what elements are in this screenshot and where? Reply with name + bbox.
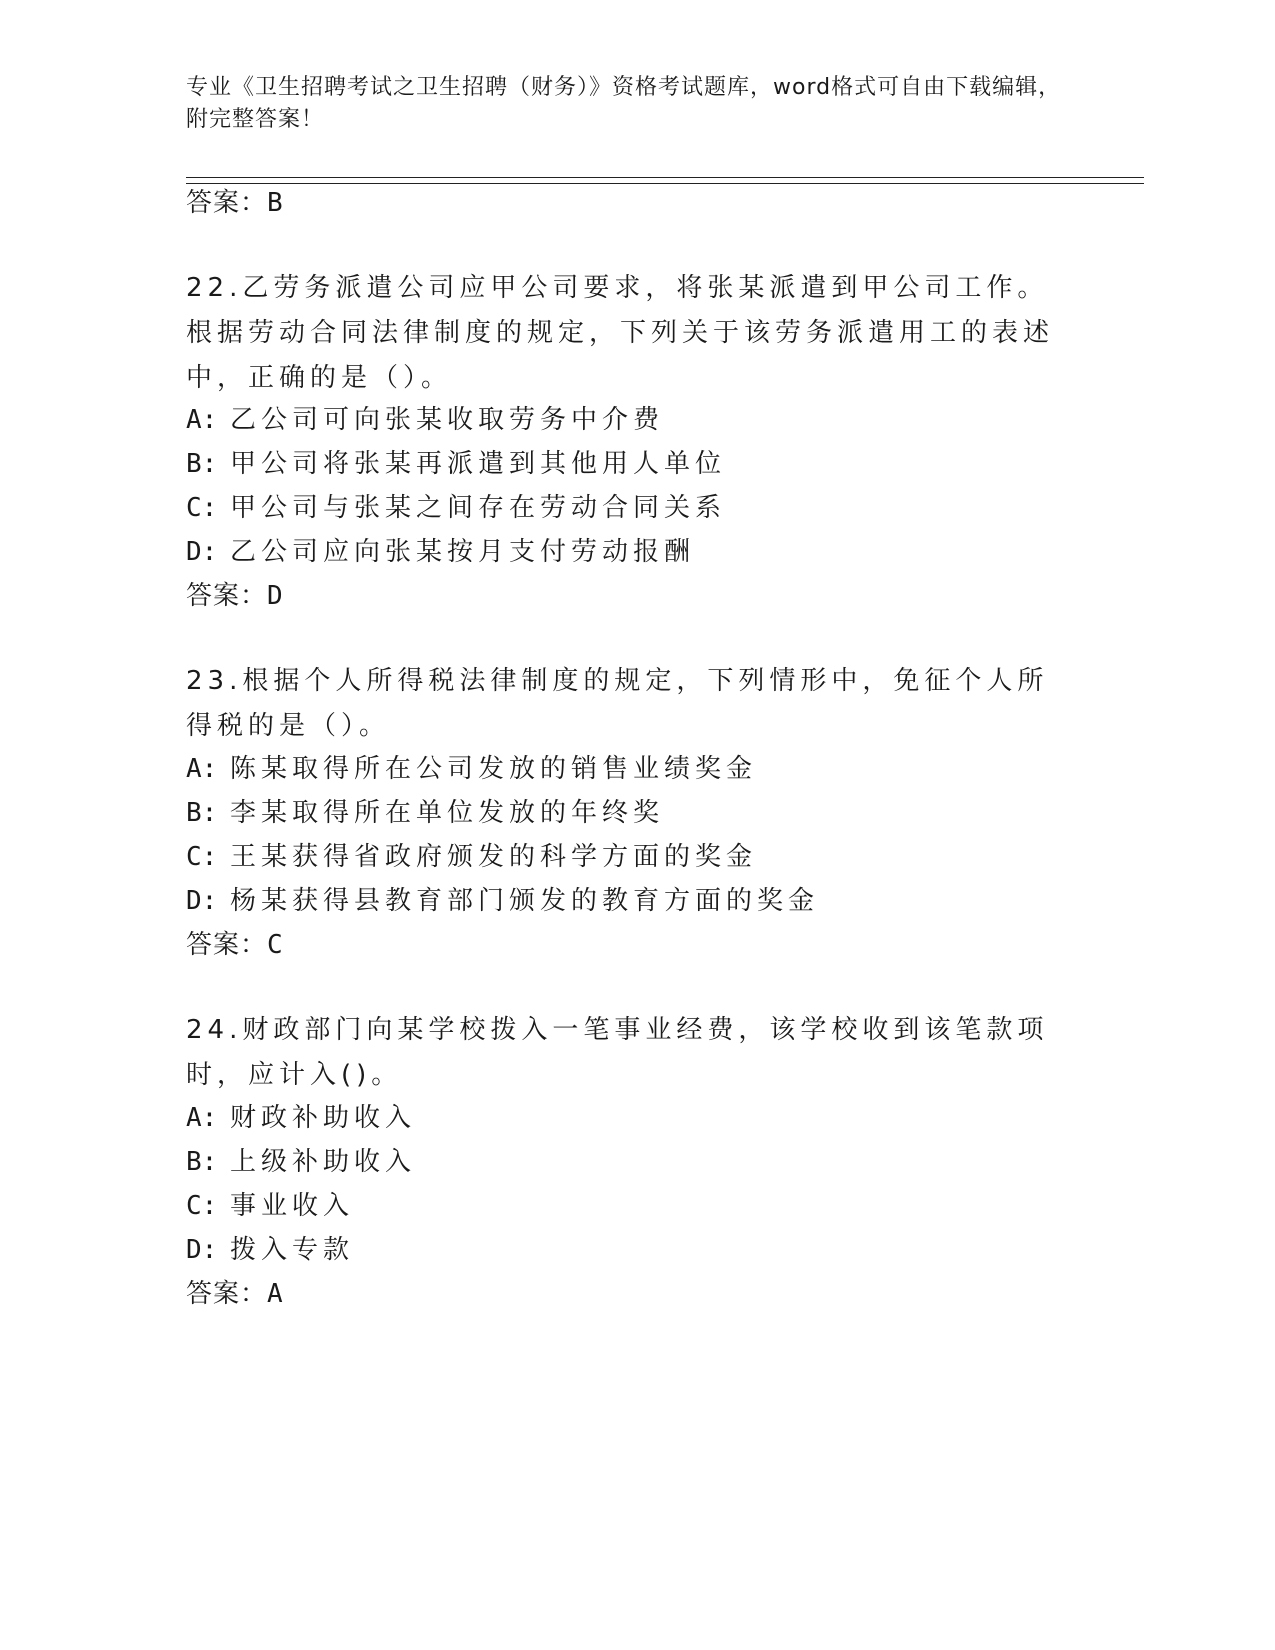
option-text: 乙公司可向张某收取劳务中介费 bbox=[230, 405, 665, 435]
option-d bbox=[186, 1233, 354, 1267]
option-b bbox=[186, 796, 664, 830]
option-key: A: bbox=[186, 405, 218, 435]
option-key: D: bbox=[186, 537, 218, 567]
option-text: 杨某获得县教育部门颁发的教育方面的奖金 bbox=[230, 886, 820, 916]
answer-value: C bbox=[267, 930, 284, 960]
option-c bbox=[186, 840, 757, 874]
option-b bbox=[186, 447, 726, 481]
question-answer bbox=[186, 1277, 284, 1311]
document-header: 专业《卫生招聘考试之卫生招聘（财务）》资格考试题库，word格式可自由下载编辑，附完整答案！ bbox=[186, 75, 1062, 132]
option-d bbox=[186, 535, 695, 569]
option-text: 李某取得所在单位发放的年终奖 bbox=[230, 798, 665, 828]
question-answer bbox=[186, 928, 284, 962]
question-text: 22.乙劳务派遣公司应甲公司要求，将张某派遣到甲公司工作。根据劳动合同法律制度的规定，下列关于该劳务派遣用工的表述中，正确的是（）。 bbox=[186, 273, 1055, 393]
answer-label: 答案： bbox=[186, 581, 268, 611]
option-a bbox=[186, 403, 664, 437]
option-key: D: bbox=[186, 1235, 218, 1265]
option-text: 事业收入 bbox=[230, 1191, 355, 1221]
question-text: 24.财政部门向某学校拨入一笔事业经费，该学校收到该笔款项时，应计入()。 bbox=[186, 1015, 1049, 1090]
option-key: A: bbox=[186, 754, 218, 784]
option-text: 财政补助收入 bbox=[230, 1103, 417, 1133]
answer-label: 答案： bbox=[186, 930, 268, 960]
option-key: B: bbox=[186, 449, 218, 479]
answer-value: D bbox=[267, 581, 284, 611]
answer-label: 答案： bbox=[186, 188, 268, 218]
option-key: B: bbox=[186, 798, 218, 828]
option-text: 上级补助收入 bbox=[230, 1147, 417, 1177]
question-text: 23.根据个人所得税法律制度的规定，下列情形中，免征个人所得税的是（）。 bbox=[186, 666, 1049, 741]
answer-label: 答案： bbox=[186, 1279, 268, 1309]
option-text: 王某获得省政府颁发的科学方面的奖金 bbox=[230, 842, 758, 872]
option-key: C: bbox=[186, 842, 218, 872]
option-key: D: bbox=[186, 886, 218, 916]
option-text: 陈某取得所在公司发放的销售业绩奖金 bbox=[230, 754, 758, 784]
option-c bbox=[186, 491, 726, 525]
option-d bbox=[186, 884, 819, 918]
option-text: 甲公司与张某之间存在劳动合同关系 bbox=[230, 493, 727, 523]
previous-answer bbox=[186, 186, 284, 220]
option-a bbox=[186, 752, 757, 786]
option-c bbox=[186, 1189, 354, 1223]
option-b bbox=[186, 1145, 416, 1179]
option-key: A: bbox=[186, 1103, 218, 1133]
option-a bbox=[186, 1101, 416, 1135]
option-text: 乙公司应向张某按月支付劳动报酬 bbox=[230, 537, 696, 567]
option-key: C: bbox=[186, 1191, 218, 1221]
option-text: 甲公司将张某再派遣到其他用人单位 bbox=[230, 449, 727, 479]
answer-value: A bbox=[267, 1279, 284, 1309]
header-divider bbox=[186, 177, 1144, 184]
option-text: 拨入专款 bbox=[230, 1235, 355, 1265]
option-key: B: bbox=[186, 1147, 218, 1177]
answer-value: B bbox=[267, 188, 284, 218]
option-key: C: bbox=[186, 493, 218, 523]
question-answer bbox=[186, 579, 284, 613]
